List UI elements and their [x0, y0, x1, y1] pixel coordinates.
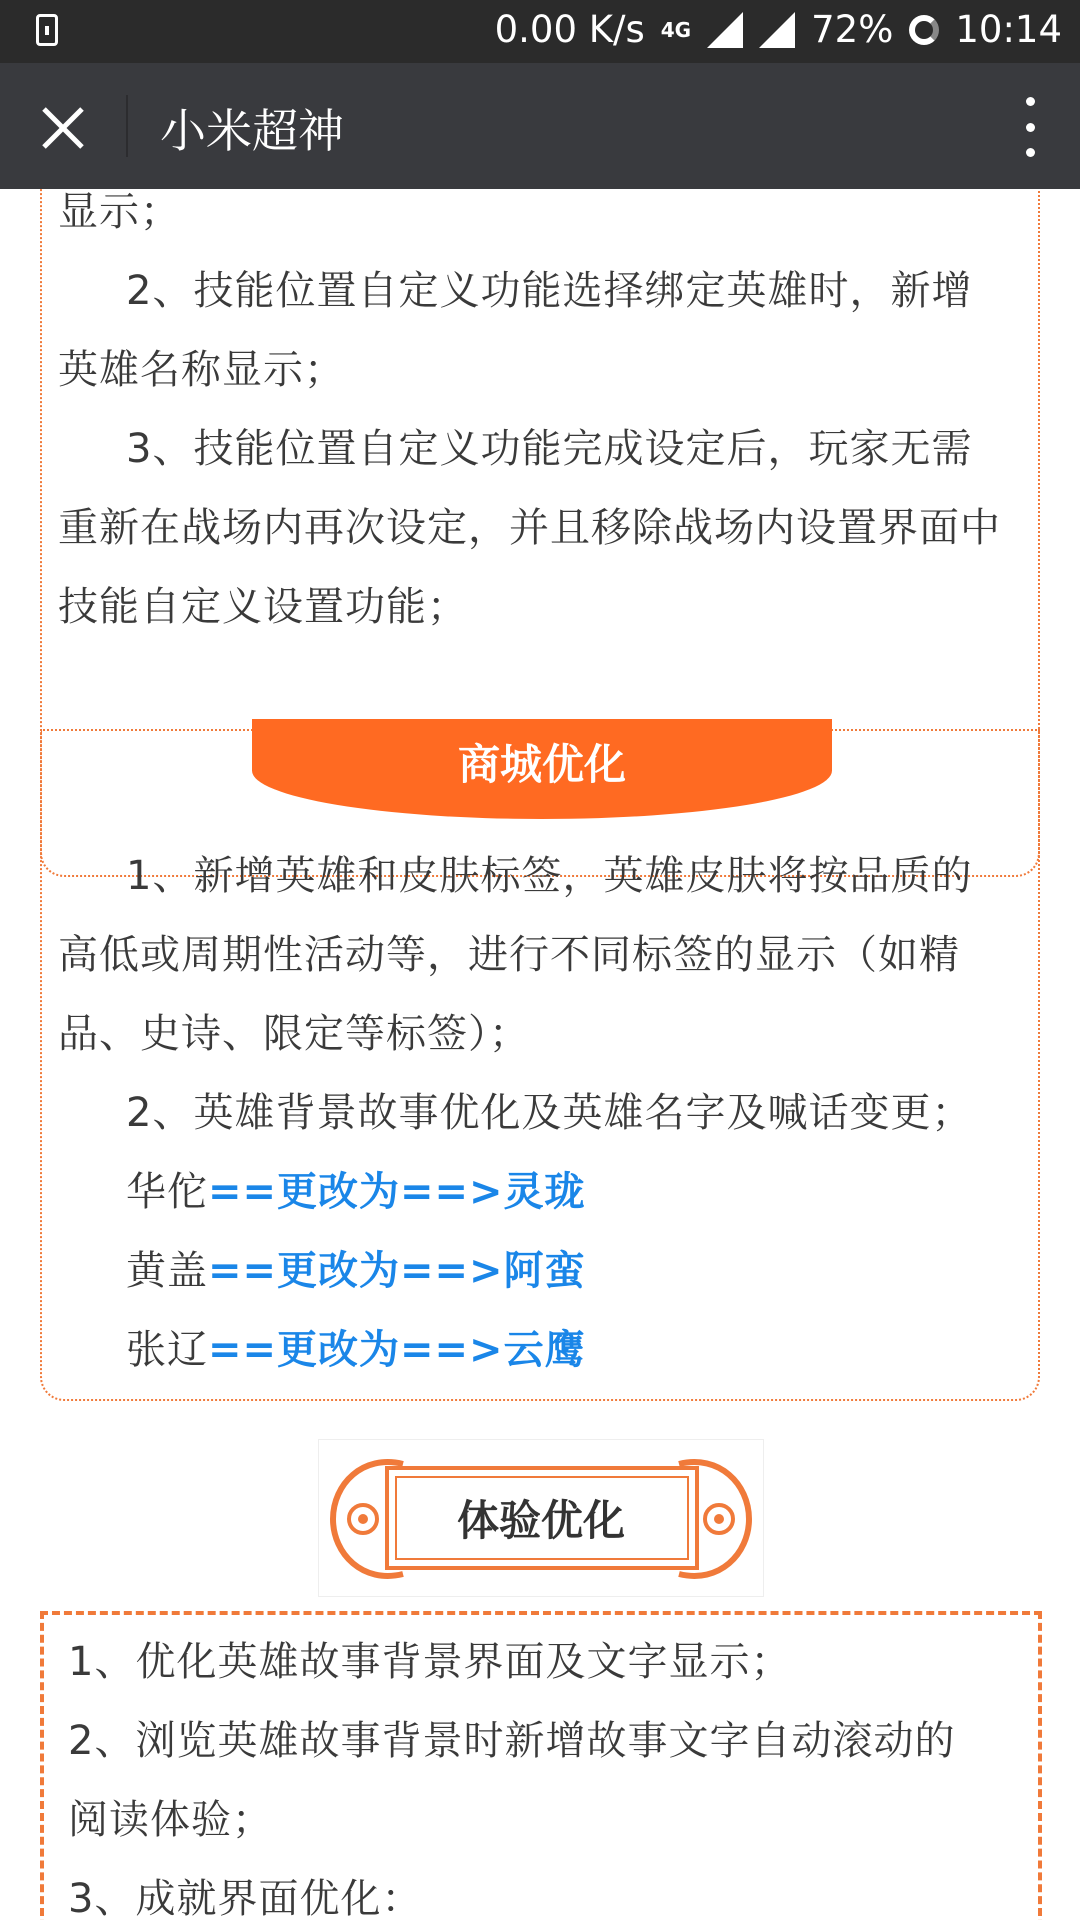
text-line: 1、优化英雄故事背景界面及文字显示； [68, 1639, 792, 1685]
text-line: 高低或周期性活动等，进行不同标签的显示（如精 [58, 932, 960, 978]
text-line: 2、浏览英雄故事背景时新增故事文字自动滚动的 [68, 1718, 956, 1764]
ornament-header [318, 1439, 764, 1597]
more-options-icon[interactable] [1018, 97, 1042, 157]
text-line: 1、新增英雄和皮肤标签，英雄皮肤将按品质的 [126, 853, 973, 899]
text-line: 重新在战场内再次设定，并且移除战场内设置界面中 [58, 505, 1001, 551]
rename-line: 黄盖==更改为==>阿蛮 [126, 1248, 586, 1294]
network-speed: 0.00 K/s [494, 8, 645, 51]
section-header: 体验优化 [456, 1496, 625, 1545]
rename-line: 华佗==更改为==>灵珑 [126, 1169, 586, 1215]
status-bar [0, 0, 1080, 63]
section-banner: 商城优化 [252, 719, 832, 819]
rename-line: 张辽==更改为==>云鹰 [126, 1327, 586, 1373]
text-line: 2、英雄背景故事优化及英雄名字及喊话变更； [126, 1090, 973, 1136]
text-line: 显示； [58, 189, 181, 235]
text-line: 品、史诗、限定等标签）； [58, 1011, 530, 1057]
article-content[interactable] [0, 189, 1080, 1920]
signal-icon-2 [759, 12, 795, 48]
close-icon[interactable] [38, 103, 88, 153]
signal-icon [707, 12, 743, 48]
text-line: 技能自定义设置功能； [58, 584, 468, 630]
battery-percent: 72% [811, 8, 894, 51]
network-type: 4G [660, 17, 692, 42]
text-line: 2、技能位置自定义功能选择绑定英雄时，新增 [126, 268, 973, 314]
text-line: 英雄名称显示； [58, 347, 345, 393]
title-bar [0, 63, 1080, 189]
text-line: 3、成就界面优化： [68, 1876, 423, 1920]
section-card-shop [40, 729, 1040, 1401]
clock: 10:14 [955, 8, 1062, 51]
page-title: 小米超神 [160, 104, 344, 158]
section-card-experience [40, 1611, 1042, 1920]
text-line: 阅读体验； [68, 1797, 273, 1843]
divider [126, 95, 128, 157]
download-icon [36, 14, 58, 46]
battery-icon [909, 15, 939, 45]
text-line: 3、技能位置自定义功能完成设定后，玩家无需 [126, 426, 973, 472]
